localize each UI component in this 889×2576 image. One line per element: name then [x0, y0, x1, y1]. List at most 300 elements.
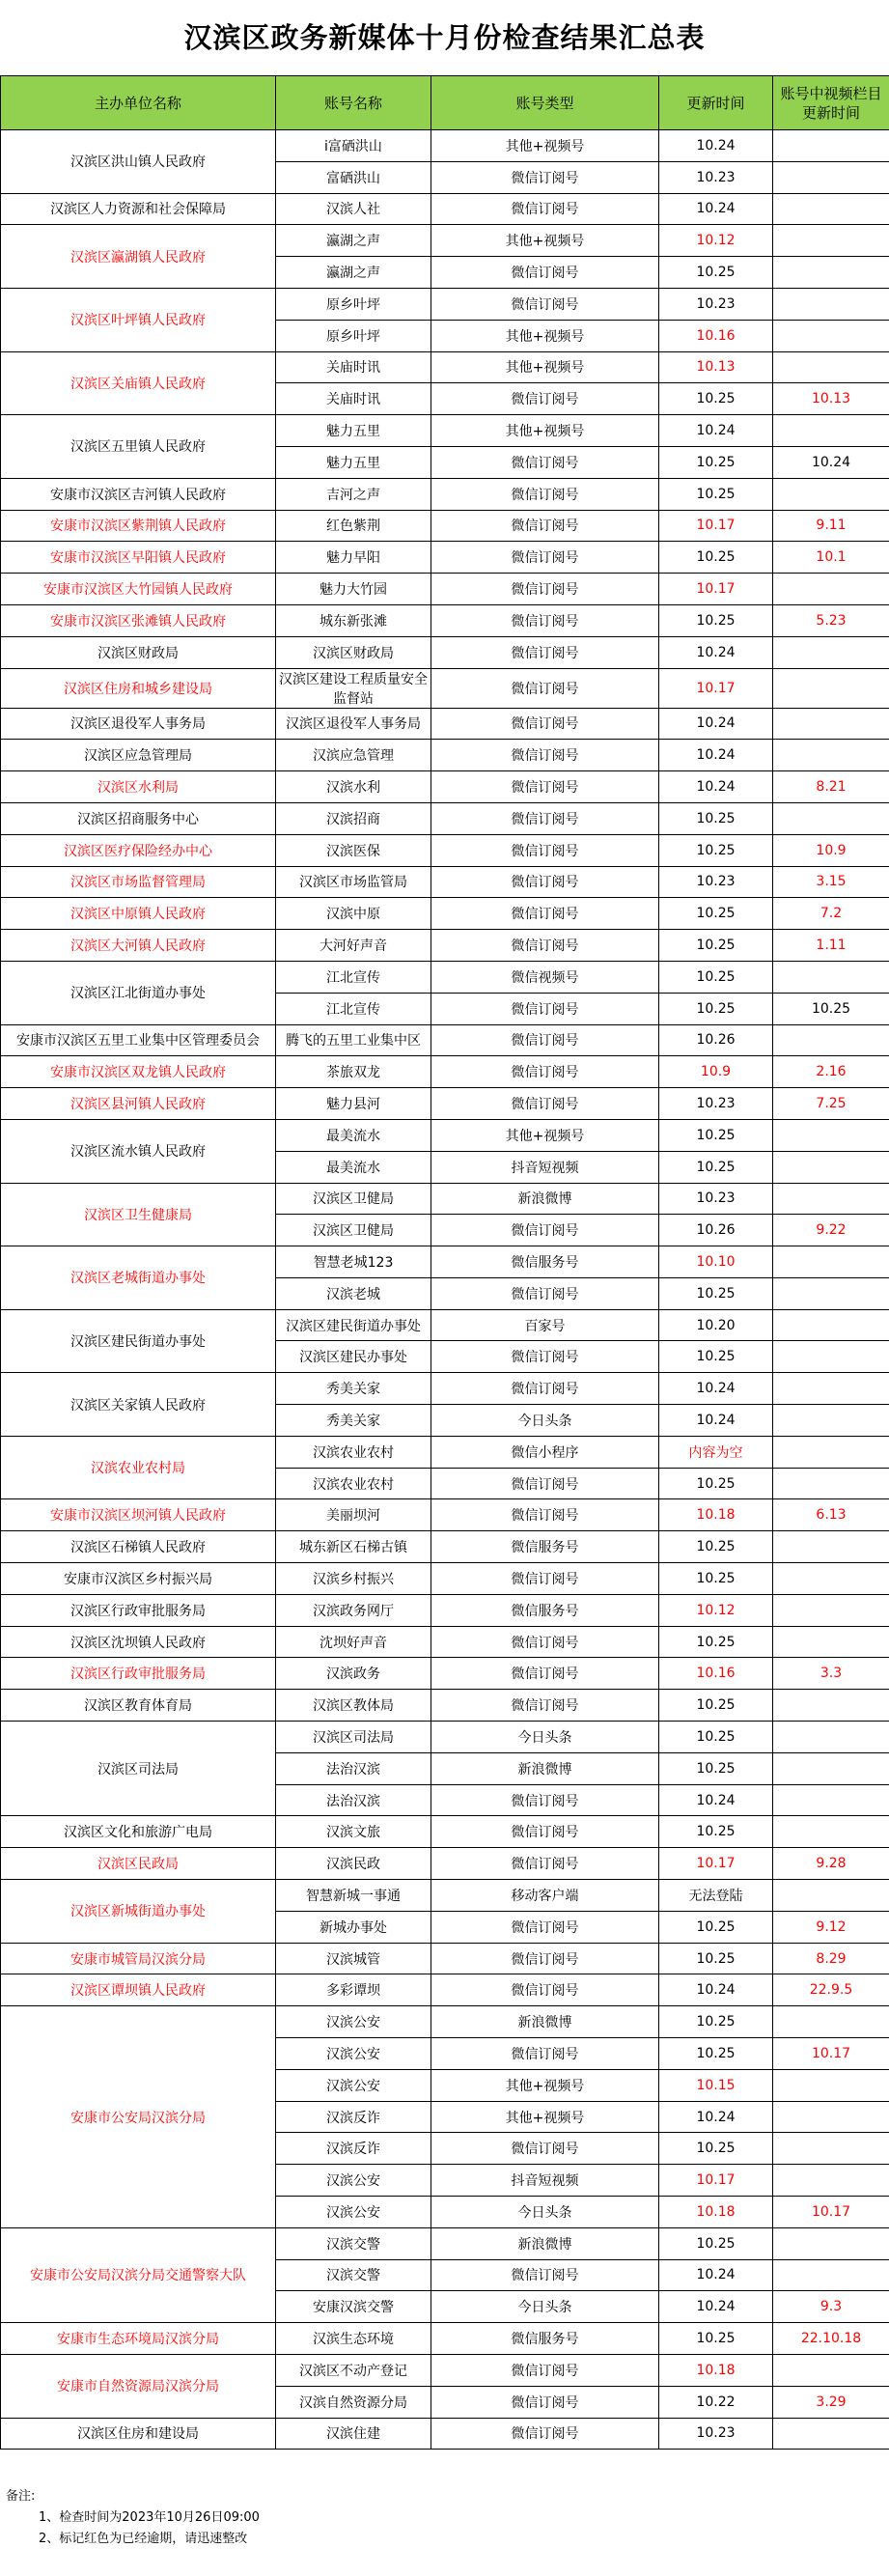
video-update-cell: 7.2: [773, 898, 889, 930]
video-update-cell: 10.24: [773, 446, 889, 478]
video-update-cell: 9.3: [773, 2291, 889, 2323]
account-type-cell: 其他+视频号: [431, 320, 659, 351]
org-name-cell: 安康市公安局汉滨分局交通警察大队: [1, 2227, 276, 2322]
video-update-cell: [773, 1024, 889, 1056]
update-time-cell: 10.25: [659, 1341, 773, 1373]
summary-table: [0, 75, 889, 2450]
account-type-cell: 微信订阅号: [431, 478, 659, 510]
table-row: [1, 2354, 889, 2386]
update-time-cell: 10.25: [659, 446, 773, 478]
account-type-cell: 微信订阅号: [431, 1088, 659, 1120]
org-name-cell: 安康市汉滨区紫荆镇人民政府: [1, 510, 276, 542]
org-name-cell: 汉滨区叶坪镇人民政府: [1, 288, 276, 351]
org-name-cell: 安康市自然资源局汉滨分局: [1, 2354, 276, 2418]
table-row: [1, 1499, 889, 1531]
account-type-cell: 微信订阅号: [431, 2354, 659, 2386]
video-update-cell: [773, 257, 889, 289]
org-name-cell: 汉滨区关家镇人民政府: [1, 1373, 276, 1437]
account-name-cell: 汉滨交警: [276, 2227, 431, 2259]
org-name-cell: 汉滨区水利局: [1, 771, 276, 803]
account-type-cell: 微信订阅号: [431, 1816, 659, 1848]
video-update-cell: [773, 1151, 889, 1183]
account-name-cell: 红色紫荆: [276, 510, 431, 542]
org-name-cell: 汉滨区文化和旅游广电局: [1, 1816, 276, 1848]
org-name-cell: 汉滨区县河镇人民政府: [1, 1088, 276, 1120]
account-name-cell: 汉滨反诈: [276, 2133, 431, 2165]
video-update-cell: [773, 961, 889, 993]
account-name-cell: 新城办事处: [276, 1911, 431, 1943]
header-update: 更新时间: [659, 76, 773, 130]
update-time-cell: 10.25: [659, 383, 773, 415]
update-time-cell: 10.25: [659, 2006, 773, 2038]
account-type-cell: 微信订阅号: [431, 604, 659, 636]
update-time-cell: 10.15: [659, 2069, 773, 2101]
video-update-cell: [773, 1309, 889, 1341]
account-name-cell: 瀛湖之声: [276, 257, 431, 289]
update-time-cell: 10.25: [659, 1531, 773, 1563]
update-time-cell: 10.18: [659, 2354, 773, 2386]
account-name-cell: 汉滨区卫健局: [276, 1215, 431, 1246]
update-time-cell: 10.25: [659, 2133, 773, 2165]
account-name-cell: 汉滨区市场监管局: [276, 866, 431, 898]
account-name-cell: 多彩谭坝: [276, 1974, 431, 2006]
org-name-cell: 汉滨区关庙镇人民政府: [1, 351, 276, 415]
org-name-cell: 安康市城管局汉滨分局: [1, 1943, 276, 1974]
account-name-cell: 汉滨区建设工程质量安全监督站: [276, 668, 431, 708]
update-time-cell: 10.24: [659, 1974, 773, 2006]
account-type-cell: 微信小程序: [431, 1436, 659, 1468]
table-row: [1, 1024, 889, 1056]
account-name-cell: 汉滨交警: [276, 2259, 431, 2291]
account-name-cell: 秀美关家: [276, 1373, 431, 1405]
video-update-cell: [773, 1341, 889, 1373]
update-time-cell: 10.25: [659, 961, 773, 993]
video-update-cell: [773, 415, 889, 447]
account-name-cell: 汉滨公安: [276, 2038, 431, 2070]
table-row: [1, 2323, 889, 2355]
org-name-cell: 安康市汉滨区大竹园镇人民政府: [1, 574, 276, 605]
account-type-cell: 其他+视频号: [431, 1119, 659, 1151]
account-type-cell: 微信订阅号: [431, 898, 659, 930]
account-name-cell: 汉滨中原: [276, 898, 431, 930]
org-name-cell: 汉滨区中原镇人民政府: [1, 898, 276, 930]
video-update-cell: 10.13: [773, 383, 889, 415]
account-type-cell: 新浪微博: [431, 2227, 659, 2259]
account-type-cell: 其他+视频号: [431, 225, 659, 257]
account-type-cell: 微信订阅号: [431, 740, 659, 771]
table-row: [1, 802, 889, 834]
video-update-cell: 3.15: [773, 866, 889, 898]
org-name-cell: 汉滨区财政局: [1, 636, 276, 668]
video-update-cell: [773, 1183, 889, 1215]
video-update-cell: 3.29: [773, 2386, 889, 2418]
account-type-cell: 其他+视频号: [431, 415, 659, 447]
table-row: [1, 636, 889, 668]
video-update-cell: [773, 1880, 889, 1912]
account-type-cell: 其他+视频号: [431, 2069, 659, 2101]
video-update-cell: 3.3: [773, 1658, 889, 1690]
account-type-cell: 微信订阅号: [431, 257, 659, 289]
video-update-cell: [773, 574, 889, 605]
account-type-cell: 微信订阅号: [431, 1215, 659, 1246]
table-row: [1, 2006, 889, 2038]
table-row: [1, 898, 889, 930]
video-update-cell: [773, 1690, 889, 1722]
update-time-cell: 内容为空: [659, 1436, 773, 1468]
org-name-cell: 汉滨区民政局: [1, 1848, 276, 1880]
table-row: [1, 2418, 889, 2450]
update-time-cell: 10.10: [659, 1246, 773, 1278]
table-row: [1, 834, 889, 866]
table-row: [1, 668, 889, 708]
table-row: [1, 1816, 889, 1848]
account-name-cell: 汉滨政务: [276, 1658, 431, 1690]
account-name-cell: 关庙时讯: [276, 351, 431, 383]
account-name-cell: 汉滨老城: [276, 1277, 431, 1309]
account-name-cell: 汉滨农业农村: [276, 1468, 431, 1499]
account-name-cell: 汉滨招商: [276, 802, 431, 834]
note-item: 1、检查时间为2023年10月26日09:00: [39, 2510, 260, 2526]
table-row: [1, 1848, 889, 1880]
account-type-cell: 抖音短视频: [431, 2165, 659, 2197]
table-row: [1, 1183, 889, 1215]
account-type-cell: 今日头条: [431, 2291, 659, 2323]
account-type-cell: 微信订阅号: [431, 1563, 659, 1595]
account-name-cell: 最美流水: [276, 1151, 431, 1183]
video-update-cell: [773, 130, 889, 162]
table-row: [1, 930, 889, 962]
account-type-cell: 微信订阅号: [431, 1024, 659, 1056]
table-row: [1, 510, 889, 542]
account-name-cell: 汉滨区财政局: [276, 636, 431, 668]
account-type-cell: 微信订阅号: [431, 1784, 659, 1816]
table-row: [1, 1088, 889, 1120]
table-row: [1, 1563, 889, 1595]
video-update-cell: [773, 1246, 889, 1278]
video-update-cell: [773, 288, 889, 320]
update-time-cell: 10.23: [659, 2418, 773, 2450]
video-update-cell: [773, 2133, 889, 2165]
org-name-cell: 汉滨区行政审批服务局: [1, 1594, 276, 1626]
account-type-cell: 微信订阅号: [431, 930, 659, 962]
page-title: 汉滨区政务新媒体十月份检查结果汇总表: [183, 21, 706, 54]
update-time-cell: 10.24: [659, 636, 773, 668]
table-body: [1, 130, 889, 2450]
video-update-cell: [773, 2418, 889, 2450]
video-update-cell: [773, 802, 889, 834]
account-type-cell: 微信订阅号: [431, 1056, 659, 1088]
update-time-cell: 10.23: [659, 288, 773, 320]
table-row: [1, 1594, 889, 1626]
update-time-cell: 10.24: [659, 2101, 773, 2133]
video-update-cell: [773, 161, 889, 193]
update-time-cell: 10.24: [659, 708, 773, 740]
account-name-cell: 汉滨医保: [276, 834, 431, 866]
video-update-cell: [773, 1816, 889, 1848]
update-time-cell: 10.24: [659, 130, 773, 162]
update-time-cell: 10.25: [659, 1468, 773, 1499]
account-name-cell: 汉滨区教体局: [276, 1690, 431, 1722]
table-row: [1, 604, 889, 636]
account-name-cell: 汉滨区建民办事处: [276, 1341, 431, 1373]
table-row: [1, 1119, 889, 1151]
video-update-cell: [773, 2069, 889, 2101]
notes-label: 备注:: [6, 2489, 36, 2505]
account-name-cell: 汉滨公安: [276, 2069, 431, 2101]
account-type-cell: 微信订阅号: [431, 1626, 659, 1658]
account-name-cell: 汉滨反诈: [276, 2101, 431, 2133]
account-name-cell: 汉滨自然资源分局: [276, 2386, 431, 2418]
account-type-cell: 其他+视频号: [431, 2101, 659, 2133]
video-update-cell: 22.10.18: [773, 2323, 889, 2355]
update-time-cell: 10.25: [659, 834, 773, 866]
account-type-cell: 微信订阅号: [431, 1943, 659, 1974]
org-name-cell: 安康市汉滨区五里工业集中区管理委员会: [1, 1024, 276, 1056]
video-update-cell: 10.1: [773, 542, 889, 574]
update-time-cell: 10.25: [659, 930, 773, 962]
account-type-cell: 微信订阅号: [431, 2259, 659, 2291]
update-time-cell: 10.24: [659, 771, 773, 803]
update-time-cell: 10.16: [659, 320, 773, 351]
account-type-cell: 微信订阅号: [431, 193, 659, 225]
update-time-cell: 10.26: [659, 1024, 773, 1056]
table-row: [1, 1056, 889, 1088]
update-time-cell: 10.24: [659, 740, 773, 771]
account-type-cell: 微信订阅号: [431, 288, 659, 320]
update-time-cell: 无法登陆: [659, 1880, 773, 1912]
account-type-cell: 微信订阅号: [431, 668, 659, 708]
table-row: [1, 574, 889, 605]
table-row: [1, 351, 889, 383]
update-time-cell: 10.17: [659, 2165, 773, 2197]
account-name-cell: 汉滨住建: [276, 2418, 431, 2450]
notes: [0, 2486, 889, 2550]
org-name-cell: 汉滨区建民街道办事处: [1, 1309, 276, 1373]
video-update-cell: [773, 668, 889, 708]
account-name-cell: 城东新张滩: [276, 604, 431, 636]
account-name-cell: 原乡叶坪: [276, 320, 431, 351]
table-row: [1, 478, 889, 510]
account-name-cell: 江北宣传: [276, 993, 431, 1024]
video-update-cell: [773, 636, 889, 668]
video-update-cell: 22.9.5: [773, 1974, 889, 2006]
table-row: [1, 1436, 889, 1468]
table-row: [1, 771, 889, 803]
account-type-cell: 微信服务号: [431, 2323, 659, 2355]
account-type-cell: 微信订阅号: [431, 802, 659, 834]
account-name-cell: 智慧老城123: [276, 1246, 431, 1278]
account-type-cell: 今日头条: [431, 1722, 659, 1753]
video-update-cell: [773, 2227, 889, 2259]
header-account: 账号名称: [276, 76, 431, 130]
video-update-cell: [773, 1752, 889, 1784]
header-type: 账号类型: [431, 76, 659, 130]
account-type-cell: 微信订阅号: [431, 834, 659, 866]
update-time-cell: 10.25: [659, 1722, 773, 1753]
video-update-cell: 10.17: [773, 2197, 889, 2228]
update-time-cell: 10.25: [659, 542, 773, 574]
update-time-cell: 10.24: [659, 1784, 773, 1816]
video-update-cell: [773, 740, 889, 771]
org-name-cell: 安康市汉滨区乡村振兴局: [1, 1563, 276, 1595]
account-name-cell: 魅力五里: [276, 446, 431, 478]
note-item: 2、标记红色为已经逾期，请迅速整改: [39, 2532, 248, 2547]
update-time-cell: 10.22: [659, 2386, 773, 2418]
update-time-cell: 10.23: [659, 1183, 773, 1215]
account-name-cell: 汉滨政务网厅: [276, 1594, 431, 1626]
org-name-cell: 汉滨区司法局: [1, 1722, 276, 1816]
video-update-cell: [773, 320, 889, 351]
account-type-cell: 微信订阅号: [431, 2133, 659, 2165]
account-name-cell: 汉滨城管: [276, 1943, 431, 1974]
org-name-cell: 汉滨区沈坝镇人民政府: [1, 1626, 276, 1658]
org-name-cell: 汉滨区人力资源和社会保障局: [1, 193, 276, 225]
video-update-cell: [773, 1436, 889, 1468]
video-update-cell: [773, 2006, 889, 2038]
account-name-cell: 茶旅双龙: [276, 1056, 431, 1088]
update-time-cell: 10.25: [659, 2227, 773, 2259]
account-type-cell: 微信订阅号: [431, 993, 659, 1024]
video-update-cell: [773, 193, 889, 225]
account-name-cell: 智慧新城一事通: [276, 1880, 431, 1912]
update-time-cell: 10.25: [659, 1752, 773, 1784]
video-update-cell: 1.11: [773, 930, 889, 962]
update-time-cell: 10.17: [659, 574, 773, 605]
org-name-cell: 安康市汉滨区吉河镇人民政府: [1, 478, 276, 510]
account-type-cell: 微信订阅号: [431, 1690, 659, 1722]
account-name-cell: 魅力早阳: [276, 542, 431, 574]
video-update-cell: [773, 2165, 889, 2197]
update-time-cell: 10.25: [659, 1277, 773, 1309]
account-name-cell: 汉滨应急管理: [276, 740, 431, 771]
org-name-cell: 汉滨农业农村局: [1, 1436, 276, 1499]
video-update-cell: [773, 1119, 889, 1151]
account-name-cell: 汉滨公安: [276, 2197, 431, 2228]
org-name-cell: 安康市生态环境局汉滨分局: [1, 2323, 276, 2355]
video-update-cell: [773, 1531, 889, 1563]
org-name-cell: 汉滨区招商服务中心: [1, 802, 276, 834]
org-name-cell: 汉滨区卫生健康局: [1, 1183, 276, 1246]
table-row: [1, 130, 889, 162]
update-time-cell: 10.24: [659, 2259, 773, 2291]
table-row: [1, 2227, 889, 2259]
table-row: [1, 193, 889, 225]
update-time-cell: 10.9: [659, 1056, 773, 1088]
org-name-cell: 安康市汉滨区早阳镇人民政府: [1, 542, 276, 574]
update-time-cell: 10.23: [659, 161, 773, 193]
update-time-cell: 10.25: [659, 1943, 773, 1974]
account-type-cell: 微信订阅号: [431, 574, 659, 605]
org-name-cell: 汉滨区退役军人事务局: [1, 708, 276, 740]
account-name-cell: 汉滨人社: [276, 193, 431, 225]
table-row: [1, 1309, 889, 1341]
account-type-cell: 今日头条: [431, 1405, 659, 1437]
update-time-cell: 10.13: [659, 351, 773, 383]
account-name-cell: 魅力五里: [276, 415, 431, 447]
account-name-cell: 城东新区石梯古镇: [276, 1531, 431, 1563]
table-row: [1, 961, 889, 993]
table-row: [1, 288, 889, 320]
update-time-cell: 10.25: [659, 604, 773, 636]
account-type-cell: 微信订阅号: [431, 2386, 659, 2418]
update-time-cell: 10.20: [659, 1309, 773, 1341]
table-row: [1, 740, 889, 771]
account-type-cell: 微信订阅号: [431, 510, 659, 542]
table-row: [1, 1722, 889, 1753]
table-row: [1, 866, 889, 898]
account-type-cell: 微信订阅号: [431, 383, 659, 415]
account-type-cell: 百家号: [431, 1309, 659, 1341]
update-time-cell: 10.17: [659, 510, 773, 542]
video-update-cell: [773, 225, 889, 257]
account-type-cell: 微信订阅号: [431, 1341, 659, 1373]
org-name-cell: 安康市公安局汉滨分局: [1, 2006, 276, 2228]
update-time-cell: 10.25: [659, 1151, 773, 1183]
account-name-cell: 魅力大竹园: [276, 574, 431, 605]
video-update-cell: 2.16: [773, 1056, 889, 1088]
video-update-cell: [773, 2259, 889, 2291]
update-time-cell: 10.18: [659, 2197, 773, 2228]
video-update-cell: [773, 1626, 889, 1658]
video-update-cell: 10.25: [773, 993, 889, 1024]
update-time-cell: 10.25: [659, 1119, 773, 1151]
update-time-cell: 10.24: [659, 1405, 773, 1437]
account-type-cell: 微信订阅号: [431, 1499, 659, 1531]
account-name-cell: 最美流水: [276, 1119, 431, 1151]
update-time-cell: 10.12: [659, 225, 773, 257]
account-name-cell: 汉滨生态环境: [276, 2323, 431, 2355]
account-name-cell: 汉滨区退役军人事务局: [276, 708, 431, 740]
update-time-cell: 10.25: [659, 898, 773, 930]
update-time-cell: 10.23: [659, 1088, 773, 1120]
update-time-cell: 10.24: [659, 2291, 773, 2323]
org-name-cell: 汉滨区住房和城乡建设局: [1, 668, 276, 708]
account-type-cell: 微信订阅号: [431, 1974, 659, 2006]
account-name-cell: 汉滨区司法局: [276, 1722, 431, 1753]
org-name-cell: 汉滨区流水镇人民政府: [1, 1119, 276, 1183]
account-type-cell: 新浪微博: [431, 1752, 659, 1784]
org-name-cell: 汉滨区五里镇人民政府: [1, 415, 276, 479]
update-time-cell: 10.25: [659, 2038, 773, 2070]
org-name-cell: 汉滨区大河镇人民政府: [1, 930, 276, 962]
video-update-cell: [773, 2101, 889, 2133]
account-type-cell: 微信订阅号: [431, 1468, 659, 1499]
update-time-cell: 10.12: [659, 1594, 773, 1626]
account-type-cell: 微信订阅号: [431, 1373, 659, 1405]
video-update-cell: 9.28: [773, 1848, 889, 1880]
update-time-cell: 10.25: [659, 2323, 773, 2355]
account-type-cell: 微信订阅号: [431, 2418, 659, 2450]
video-update-cell: [773, 1722, 889, 1753]
org-name-cell: 汉滨区教育体育局: [1, 1690, 276, 1722]
video-update-cell: [773, 478, 889, 510]
account-name-cell: 瀛湖之声: [276, 225, 431, 257]
account-name-cell: 安康汉滨交警: [276, 2291, 431, 2323]
org-name-cell: 安康市汉滨区张滩镇人民政府: [1, 604, 276, 636]
update-time-cell: 10.25: [659, 478, 773, 510]
update-time-cell: 10.18: [659, 1499, 773, 1531]
video-update-cell: 6.13: [773, 1499, 889, 1531]
account-name-cell: 汉滨水利: [276, 771, 431, 803]
account-type-cell: 微信订阅号: [431, 866, 659, 898]
org-name-cell: 汉滨区江北街道办事处: [1, 961, 276, 1024]
account-name-cell: 汉滨公安: [276, 2006, 431, 2038]
account-name-cell: i富硒洪山: [276, 130, 431, 162]
account-type-cell: 微信订阅号: [431, 2038, 659, 2070]
account-type-cell: 移动客户端: [431, 1880, 659, 1912]
account-type-cell: 微信视频号: [431, 961, 659, 993]
account-name-cell: 吉河之声: [276, 478, 431, 510]
